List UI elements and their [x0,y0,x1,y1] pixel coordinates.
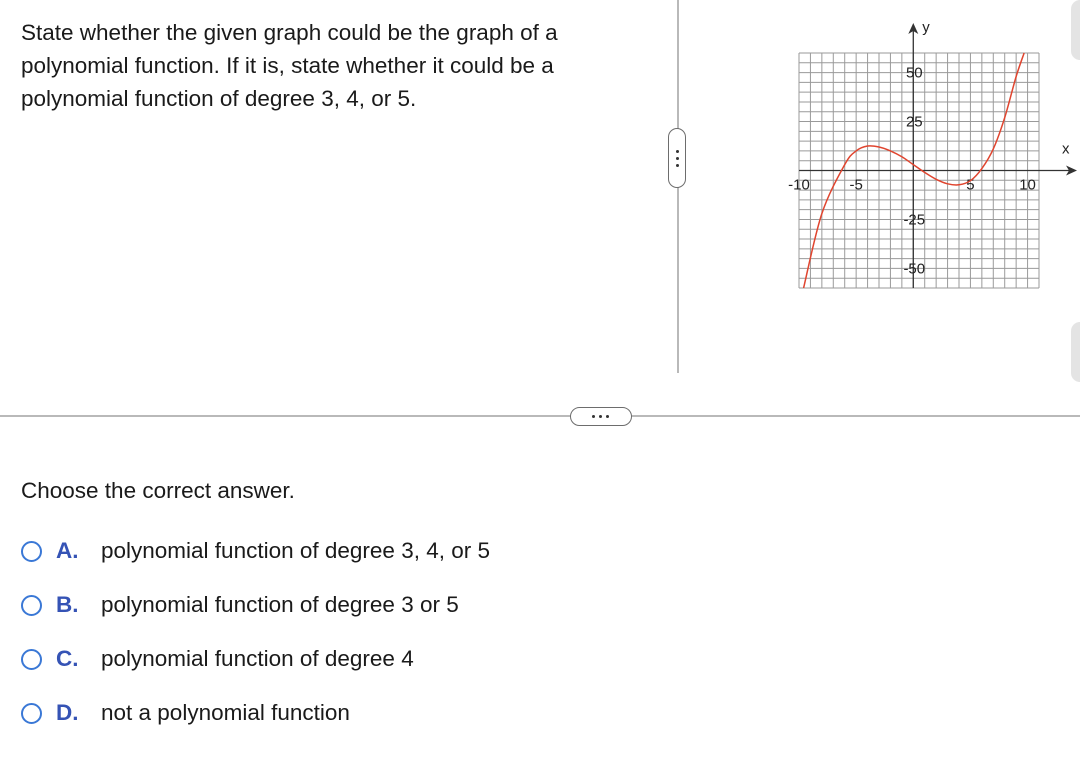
x-tick-label: 5 [966,176,975,194]
y-tick-label: -50 [903,260,926,278]
option-text: not a polynomial function [101,700,350,725]
option-letter: B. [56,592,79,617]
option-b[interactable] [21,578,490,632]
radio-button[interactable] [21,703,42,724]
polynomial-graph [780,20,1080,295]
y-tick-label: 50 [905,64,923,82]
option-c[interactable] [21,632,490,686]
option-text: polynomial function of degree 3, 4, or 5 [101,538,490,563]
y-tick-label: -25 [903,211,926,229]
horizontal-resize-handle[interactable] [570,407,632,426]
handle-dot-icon [599,415,602,418]
x-axis-label: x [1062,140,1070,158]
x-tick-label: -10 [788,176,810,194]
option-letter: D. [56,700,79,725]
question-text: State whether the given graph could be the graph of a polynomial function. If it is, state whether it could be a polynomial function of degree 3, 4, or 5. [21,20,558,111]
vertical-resize-handle[interactable] [668,128,686,188]
x-tick-label: -5 [849,176,863,194]
option-text: polynomial function of degree 4 [101,646,414,671]
handle-dot-icon [606,415,609,418]
radio-button[interactable] [21,595,42,616]
y-tick-label: 25 [905,113,923,131]
option-text: polynomial function of degree 3 or 5 [101,592,459,617]
handle-dot-icon [676,150,679,153]
radio-button[interactable] [21,541,42,562]
handle-dot-icon [592,415,595,418]
prompt-text: Choose the correct answer. [21,478,295,503]
handle-dot-icon [676,157,679,160]
option-letter: C. [56,646,79,671]
radio-button[interactable] [21,649,42,670]
y-axis-label: y [922,20,930,36]
x-tick-label: 10 [1019,176,1036,194]
side-panel-tab[interactable] [1071,322,1080,382]
option-d[interactable] [21,686,490,740]
answer-options [21,524,490,740]
side-panel-tab[interactable] [1071,0,1080,60]
horizontal-divider [0,415,1080,417]
option-a[interactable] [21,524,490,578]
graph-axes [799,20,1077,288]
option-letter: A. [56,538,79,563]
handle-dot-icon [676,164,679,167]
